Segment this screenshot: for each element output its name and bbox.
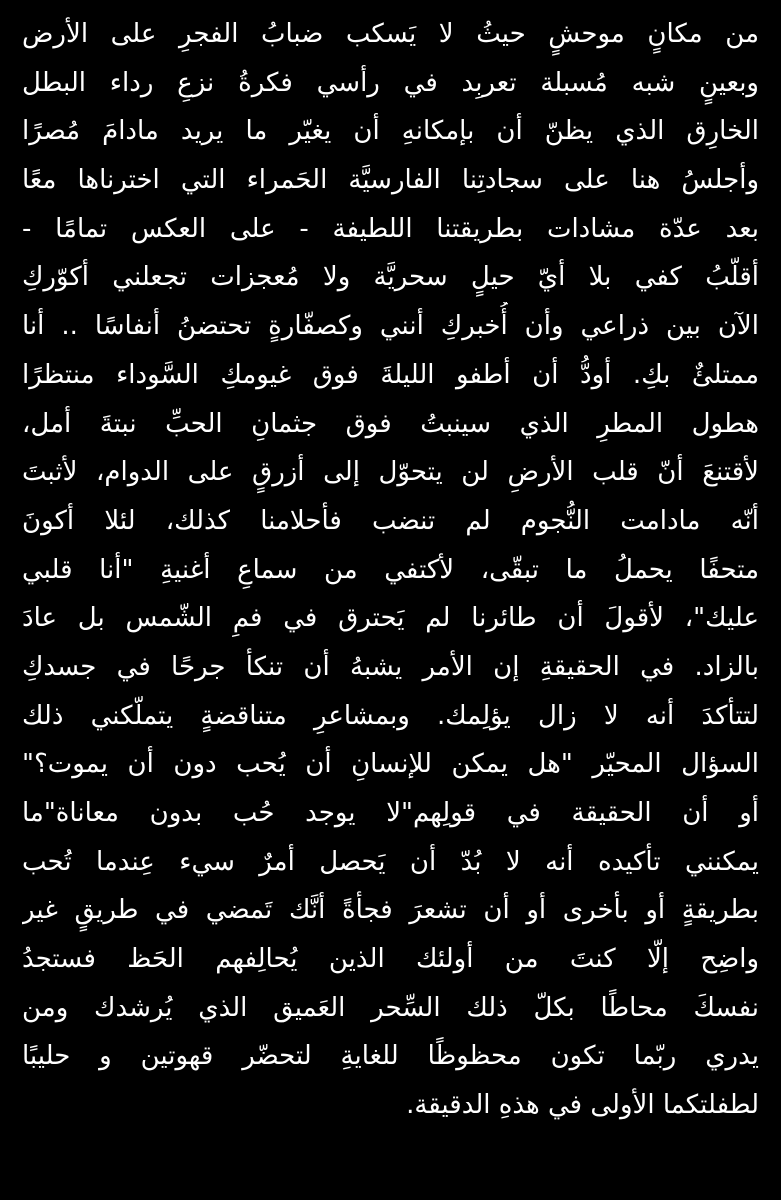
text-line: واضِح إلّا كنتَ من أولئك الذين يُحالِفهم الحَظ فستجدُ [22,944,759,975]
text-line: بطريقةٍ أو بأخرى أو أن تشعرَ فجأةً أنَّك تَمضي في طريقٍ غير [22,895,759,926]
text-line: متحفًا يحملُ ما تبقّى، لأكتفي من سماعِ أغنيةِ "أنا قلبي [22,554,759,585]
text-body [22,10,759,1130]
text-line: لتتأكدَ أنه لا زال يؤلِمك. وبمشاعرِ متناقضةٍ يتملّكني ذلك [22,700,759,731]
text-line: من مكانٍ موحشٍ حيثُ لا يَسكب ضبابُ الفجرِ على الأرض [22,19,759,49]
text-line: يمكنني تأكيده أنه لا بُدّ أن يَحصل أمرٌ سيء عِندما تُحب [22,846,759,877]
text-line: وأجلسُ هنا على سجادتِنا الفارسيَّة الحَمراء التي اخترناها معًا [22,165,759,196]
text-line: ممتلئٌ بكِ. أودُّ أن أطفو الليلةَ فوق غيومكِ السَّوداء منتظرًا [22,359,759,390]
text-line: الآن بين ذراعي وأن أُخبركِ أنني وكصفّارةٍ تحتضنُ أنفاسًا .. أنا [22,311,759,342]
text-line: نفسكَ محاطًا بكلّ ذلك السِّحر العَميق الذي يُرشدك ومن [22,992,759,1023]
text-line: بالزاد. في الحقيقةِ إن الأمر يشبهُ أن تنكأ جرحًا في جسدكِ [22,651,759,682]
text-line-last: لطفلتكما الأولى في هذهِ الدقيقة. [406,1090,759,1121]
text-line: عليك"، لأقولَ أن طائرنا لم يَحترق في فمِ الشّمس بل عادَ [22,603,759,634]
text-line: أنّه مادامت النُّجوم لم تنضب فأحلامنا كذلك، لئلا أكونَ [22,505,759,536]
text-line: أو أن الحقيقة في قولِهم"لا يوجد حُب بدون معاناة"ما [22,798,759,828]
text-line: هطول المطرِ الذي سينبتُ فوق جثمانِ الحبِّ نبتةَ أمل، [22,408,759,439]
text-line: يدري ربّما تكون محظوظًا للغايةِ لتحضّر قهوتين و حليبًا [22,1041,759,1072]
text-line: لأقتنعَ أنّ قلب الأرضِ لن يتحوّل إلى أزرقٍ على الدوام، لأثبتَ [22,457,759,488]
text-line: السؤال المحيّر "هل يمكن للإنسانِ أن يُحب دون أن يموت؟" [22,749,759,780]
text-line: أقلّبُ كفي بلا أيّ حيلٍ سحريَّة ولا مُعجزات تجعلني أكوّركِ [22,262,759,293]
text-line: الخارِق الذي يظنّ أن بإمكانهِ أن يغيّر ما يريد مادامَ مُصرًا [22,116,759,147]
text-line: بعد عدّة مشادات بطريقتنا اللطيفة - على العكس تمامًا - [22,213,759,244]
text-line: وبعينٍ شبه مُسبلة تعربِد في رأسي فكرةُ نزعِ رداء البطل [22,67,759,98]
